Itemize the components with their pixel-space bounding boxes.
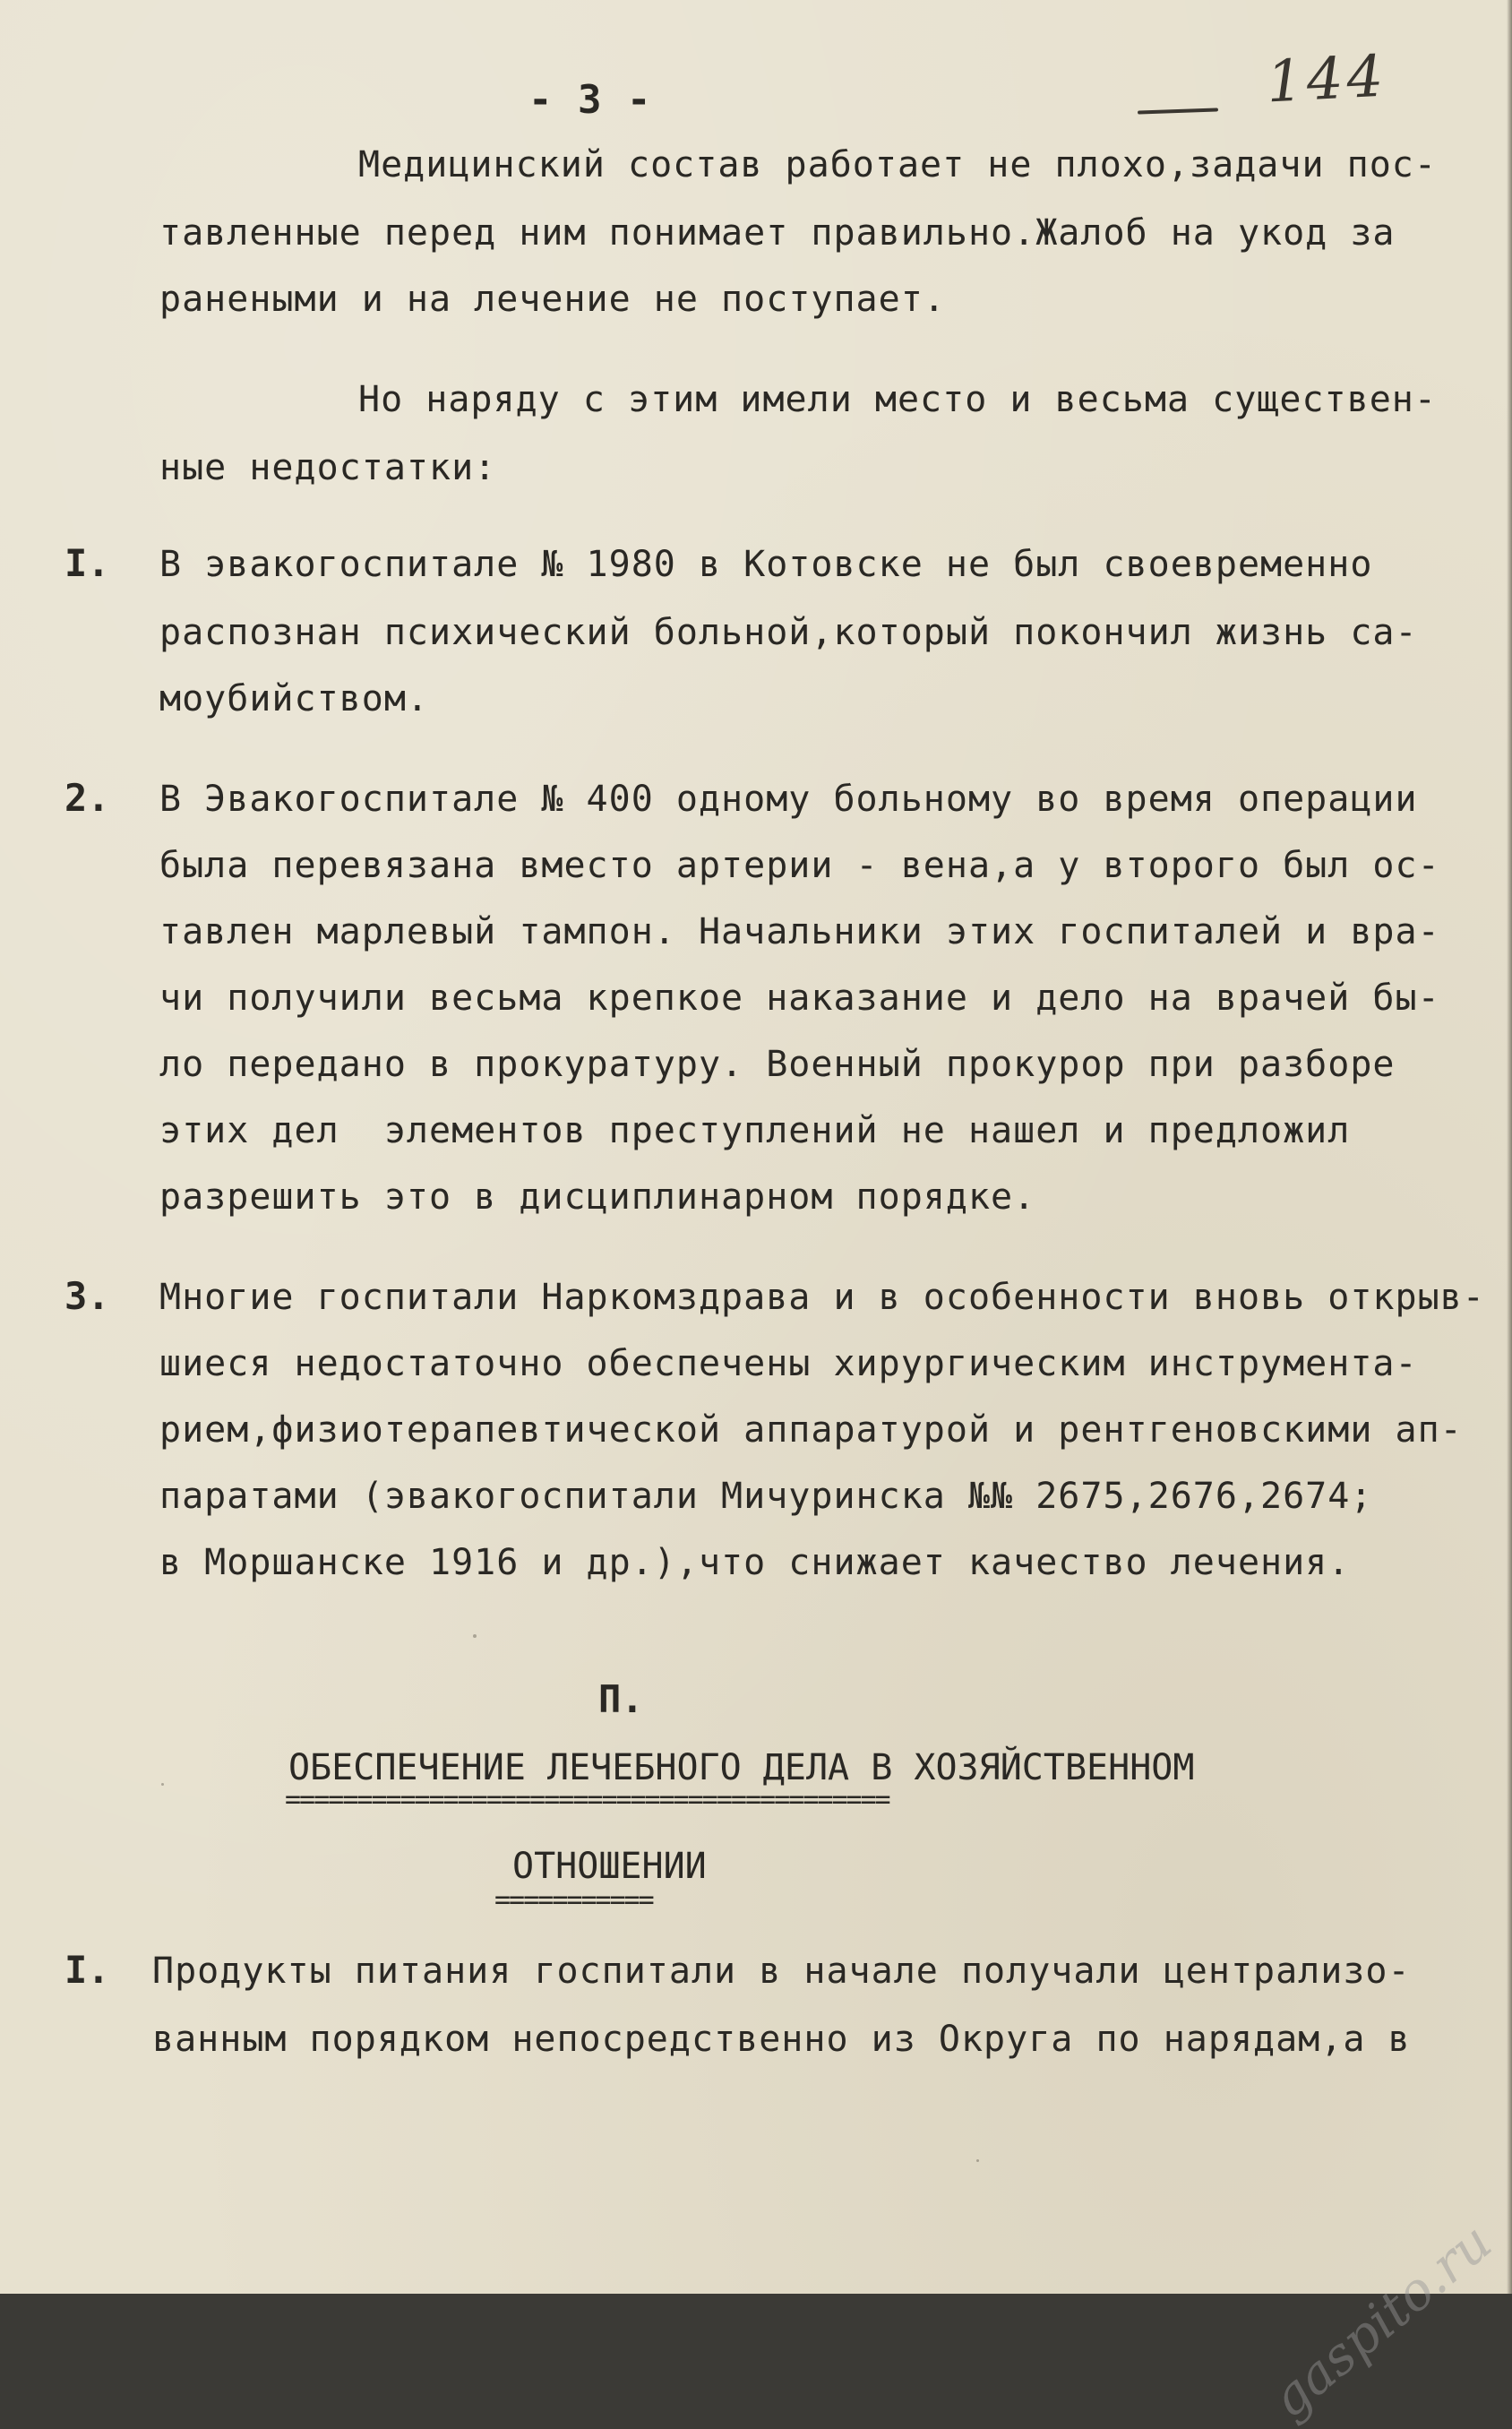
item-2-number: 2. (64, 776, 110, 820)
item-2-line-4: чи получили весьма крепкое наказание и дело на врачей бы- (159, 978, 1440, 1019)
item-2-line-5: ло передано в прокуратуру. Военный прокурор при разборе (159, 1044, 1396, 1085)
item-3-line-5: в Моршанске 1916 и др.),что снижает качество лечения. (159, 1542, 1351, 1583)
item-2-line-3: тавлен марлевый тампон. Начальники этих госпиталей и вра- (159, 911, 1440, 952)
transition-line-2: ные недостатки: (159, 447, 497, 488)
item-3-line-4: паратами (эвакогоспитали Мичуринска №№ 2675,2676,2674; (159, 1476, 1373, 1517)
section-item-1-line-1: Продукты питания госпитали в начале получали централизо- (152, 1951, 1411, 1992)
item-2-line-7: разрешить это в дисциплинарном порядке. (159, 1176, 1036, 1218)
paper-speck (976, 2159, 979, 2162)
transition-line-1: Но наряду с этим имели место и весьма существен- (358, 379, 1437, 420)
page-edge-shadow (1507, 0, 1512, 2294)
item-2-line-2: была перевязана вместо артерии - вена,а у второго был ос- (159, 845, 1440, 886)
item-3-line-1: Многие госпитали Наркомздрава и в особенности вновь открыв- (159, 1277, 1485, 1318)
item-1-line-1: В эвакогоспитале № 1980 в Котовске не был своевременно (159, 544, 1373, 585)
intro-line-2: тавленные перед ним понимает правильно.Жалоб на укод за (159, 212, 1396, 254)
archive-page-number: 144 (1264, 43, 1388, 116)
intro-line-1: Медицинский состав работает не плохо,задачи пос- (358, 144, 1437, 185)
archive-number-dash (1138, 108, 1218, 114)
intro-line-3: ранеными и на лечение не поступает. (159, 279, 946, 320)
item-1-number: I. (64, 541, 110, 585)
section-title-line-2: ОТНОШЕНИИ (512, 1846, 707, 1887)
item-3-number: 3. (64, 1274, 110, 1318)
section-title-line-1: ОБЕСПЕЧЕНИЕ ЛЕЧЕБНОГО ДЕЛА В ХОЗЯЙСТВЕННОМ (288, 1747, 1195, 1788)
item-3-line-2: шиеся недостаточно обеспечены хирургическим инструмента- (159, 1343, 1418, 1384)
item-1-line-3: моубийством. (159, 678, 429, 719)
item-2-line-6: этих дел элементов преступлений не нашел и предложил (159, 1110, 1351, 1151)
site-watermark: gaspito.ru (1259, 2210, 1503, 2429)
section-numeral: П. (598, 1677, 644, 1721)
section-item-1-line-2: ванным порядком непосредственно из Округа по нарядам,а в (152, 2019, 1411, 2060)
page-number: - 3 - (528, 77, 652, 123)
paper-speck (161, 1783, 164, 1786)
section-item-1-number: I. (64, 1948, 110, 1992)
item-1-line-2: распознан психический больной,который покончил жизнь са- (159, 612, 1418, 653)
paper-speck (473, 1634, 477, 1638)
item-2-line-1: В Эвакогоспитале № 400 одному больному во время операции (159, 779, 1418, 820)
item-3-line-3: рием,физиотерапевтической аппаратурой и рентгеновскими ап- (159, 1409, 1463, 1451)
section-title-underline-1: ========================================== (285, 1784, 889, 1815)
section-title-underline-2: =========== (494, 1884, 653, 1916)
